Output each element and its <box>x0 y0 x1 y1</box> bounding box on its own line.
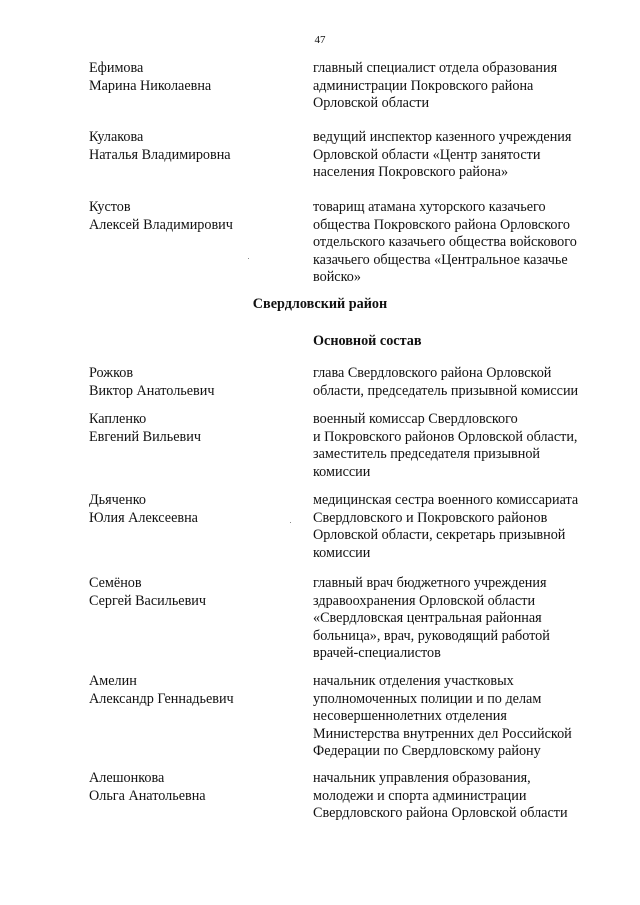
position-line: начальник управления образования, <box>313 770 531 786</box>
position-line: молодежи и спорта администрации <box>313 787 527 804</box>
member-position <box>313 770 613 823</box>
position-line: медицинская сестра военного комиссариата <box>313 492 579 508</box>
position-line: «Свердловская центральная районная <box>313 610 542 627</box>
member-surname: Дьяченко <box>89 492 146 508</box>
position-line: Свердловского района Орловской области <box>313 805 568 822</box>
position-line: Орловской области «Центр занятости <box>313 146 541 163</box>
position-line: начальник отделения участковых <box>313 673 514 689</box>
position-line: отдельского казачьего общества войскового <box>313 234 577 251</box>
position-line: несовершеннолетних отделения <box>313 708 507 725</box>
position-line: комиссии <box>313 544 371 561</box>
position-line: населения Покровского района» <box>313 164 509 181</box>
member-given-names: Виктор Анатольевич <box>89 382 215 399</box>
member-position <box>313 575 613 663</box>
member-given-names: Сергей Васильевич <box>89 592 207 609</box>
position-line: Свердловского и Покровского районов <box>313 509 548 526</box>
composition-heading: Основной состав <box>313 333 422 349</box>
member-surname: Ефимова <box>89 60 144 76</box>
position-line: Орловской области, секретарь призывной <box>313 527 566 544</box>
member-surname: Алешонкова <box>89 770 165 786</box>
member-name <box>89 575 289 610</box>
member-position <box>313 129 613 182</box>
position-line: заместитель председателя призывной <box>313 446 540 463</box>
position-line: казачьего общества «Центральное казачье <box>313 251 568 268</box>
position-line: Орловской области <box>313 95 430 112</box>
member-given-names: Наталья Владимировна <box>89 146 231 163</box>
position-line: уполномоченных полиции и по делам <box>313 690 542 707</box>
position-line: комиссии <box>313 463 371 480</box>
member-name <box>89 60 289 95</box>
position-line: ведущий инспектор казенного учреждения <box>313 129 572 145</box>
member-given-names: Юлия Алексеевна <box>89 509 198 526</box>
member-name <box>89 673 289 708</box>
position-line: и Покровского районов Орловской области, <box>313 428 578 445</box>
member-position <box>313 411 613 481</box>
member-surname: Кустов <box>89 199 131 215</box>
position-line: глава Свердловского района Орловской <box>313 365 552 381</box>
member-position <box>313 199 613 287</box>
member-given-names: Алексей Владимирович <box>89 216 233 233</box>
member-name <box>89 365 289 400</box>
position-line: товарищ атамана хуторского казачьего <box>313 199 546 215</box>
position-line: главный специалист отдела образования <box>313 60 558 76</box>
member-position <box>313 365 613 400</box>
position-line: общества Покровского района Орловского <box>313 216 571 233</box>
position-line: Министерства внутренних дел Российской <box>313 725 572 742</box>
member-given-names: Евгений Вильевич <box>89 428 201 445</box>
position-line: войско» <box>313 269 361 286</box>
scan-speck <box>290 522 291 523</box>
member-name <box>89 492 289 527</box>
member-name <box>89 770 289 805</box>
member-surname: Рожков <box>89 365 134 381</box>
member-position <box>313 673 613 761</box>
scan-speck <box>248 258 249 259</box>
member-position <box>313 492 613 562</box>
position-line: главный врач бюджетного учреждения <box>313 575 547 591</box>
member-position <box>313 60 613 113</box>
position-line: врачей-специалистов <box>313 645 441 662</box>
position-line: военный комиссар Свердловского <box>313 411 518 427</box>
position-line: администрации Покровского района <box>313 77 534 94</box>
position-line: больница», врач, руководящий работой <box>313 627 550 644</box>
member-surname: Амелин <box>89 673 137 689</box>
member-surname: Кулакова <box>89 129 144 145</box>
position-line: Федерации по Свердловскому району <box>313 743 541 760</box>
page-number: 47 <box>314 34 326 46</box>
member-name <box>89 411 289 446</box>
member-given-names: Александр Геннадьевич <box>89 690 234 707</box>
position-line: области, председатель призывной комиссии <box>313 382 579 399</box>
member-given-names: Марина Николаевна <box>89 77 212 94</box>
member-surname: Капленко <box>89 411 147 427</box>
member-given-names: Ольга Анатольевна <box>89 787 206 804</box>
district-heading: Свердловский район <box>252 296 388 312</box>
member-surname: Семёнов <box>89 575 142 591</box>
member-name <box>89 199 289 234</box>
position-line: здравоохранения Орловской области <box>313 592 536 609</box>
member-name <box>89 129 289 164</box>
